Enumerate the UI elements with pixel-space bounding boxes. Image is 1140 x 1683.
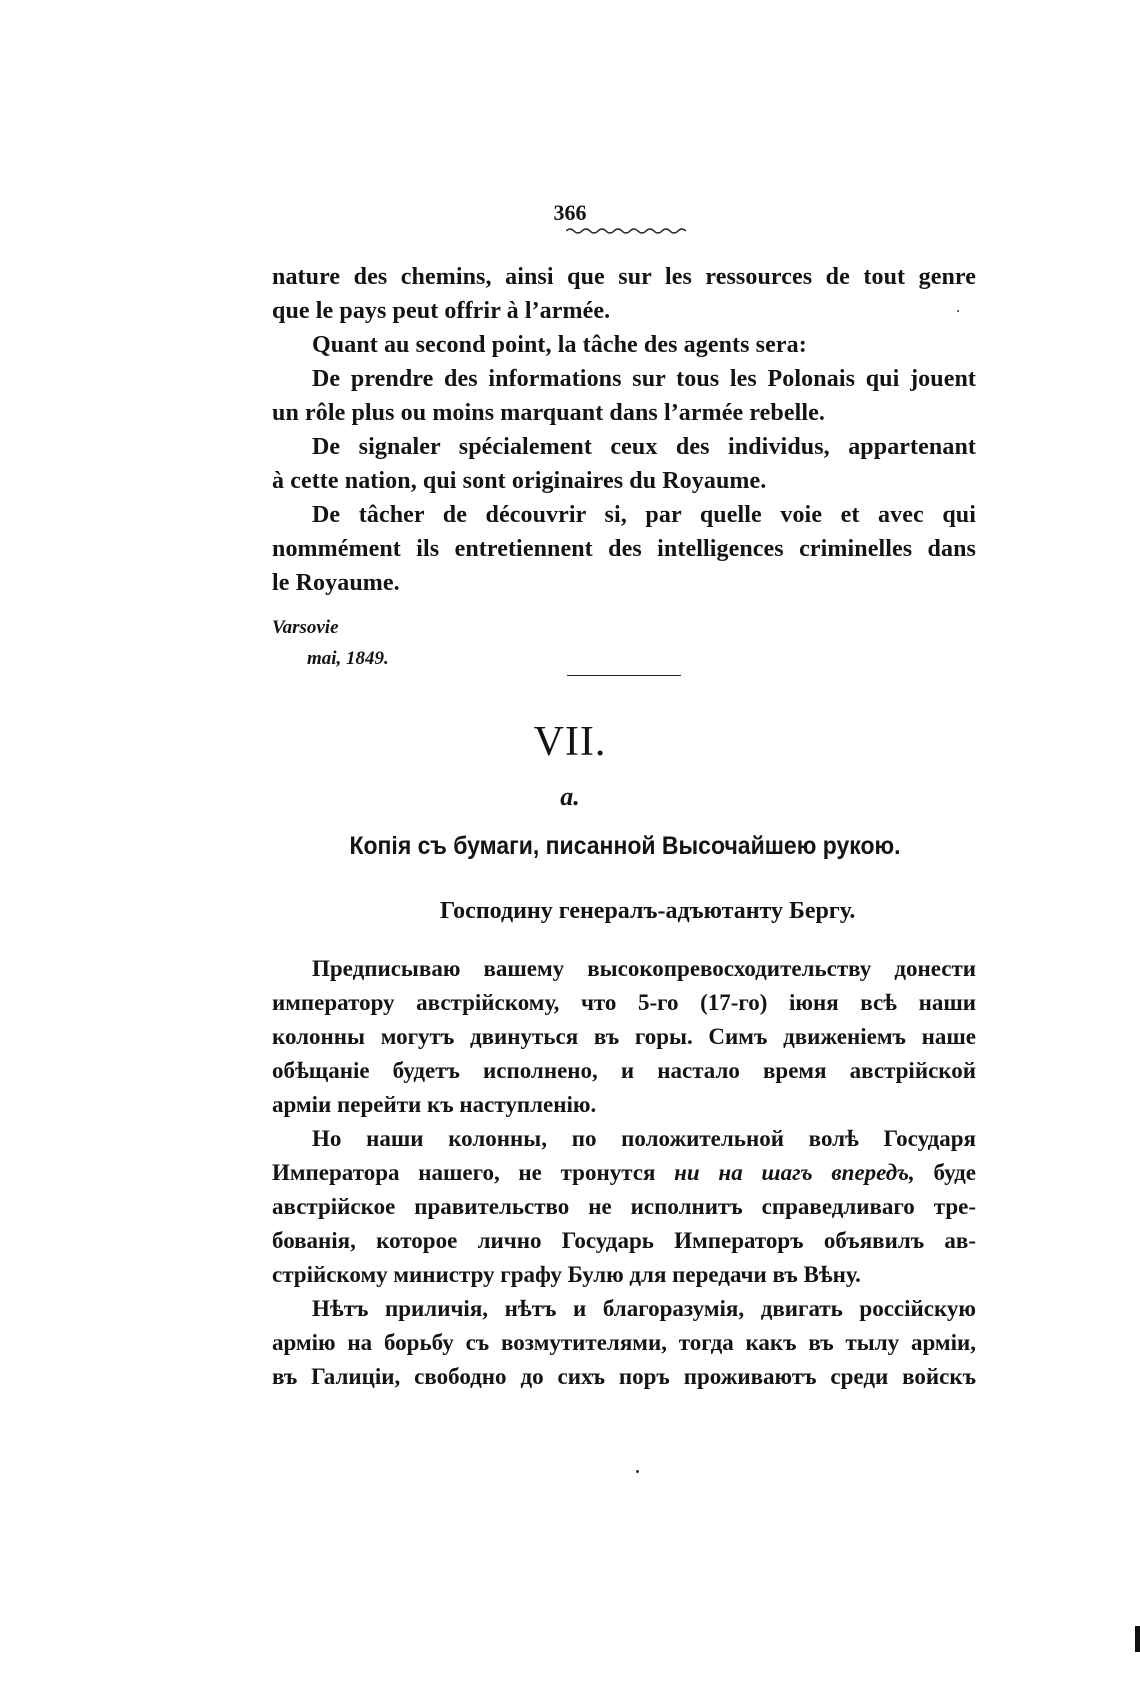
- addressee: Господину генералъ-адъютанту Бергу.: [440, 898, 856, 924]
- text-line: Предписываю вашему высокопревосходительству донести: [312, 956, 976, 981]
- place: Varsovie: [272, 617, 339, 638]
- text-line: обѣщаніе будетъ исполнено, и настало время австрійской: [272, 1058, 976, 1083]
- text-line: колонны могутъ двинуться въ горы. Симъ движеніемъ наше: [272, 1024, 976, 1049]
- section-numeral: VII.: [533, 719, 607, 765]
- page-number: 366: [553, 200, 587, 225]
- text-line: Нѣтъ приличія, нѣтъ и благоразумія, двигать россійскую: [312, 1296, 976, 1321]
- text-line: въ Галиціи, свободно до сихъ поръ проживаютъ среди войскъ: [272, 1364, 976, 1389]
- text-line: императору австрійскому, что 5-го (17-го) іюня всѣ наши: [272, 990, 976, 1015]
- scan-speck: [636, 1470, 639, 1473]
- text-run: буде: [914, 1160, 976, 1185]
- text-line: арміи перейти къ наступленію.: [272, 1092, 597, 1117]
- text-line: De tâcher de découvrir si, par quelle voie et avec qui: [312, 502, 976, 528]
- date: mai, 1849.: [307, 648, 389, 669]
- text-line: бованія, которое лично Государь Императоръ объявилъ ав-: [272, 1228, 976, 1253]
- text-line: армію на борьбу съ возмутителями, тогда какъ въ тылу арміи,: [272, 1330, 976, 1355]
- french-text-block: [272, 260, 976, 600]
- text-line: à cette nation, qui sont originaires du Royaume.: [272, 468, 767, 494]
- scan-edge-mark: [1135, 1626, 1140, 1652]
- place-date: [272, 612, 389, 674]
- text-line: nommément ils entretiennent des intelligences criminelles dans: [272, 536, 976, 562]
- text-line: австрійское правительство не исполнитъ справедливаго тре-: [272, 1194, 976, 1219]
- text-line: que le pays peut offrir à l’armée.: [272, 298, 611, 324]
- text-run: Императора нашего, не тронутся: [272, 1160, 675, 1185]
- text-line: Quant au second point, la tâche des agents sera:: [312, 332, 807, 358]
- text-line: un rôle plus ou moins marquant dans l’armée rebelle.: [272, 400, 826, 426]
- section-divider: [567, 675, 681, 676]
- text-line: De signaler spécialement ceux des individus, appartenant: [312, 434, 976, 460]
- page-number-ornament: [566, 226, 686, 236]
- text-line: nature des chemins, ainsi que sur les ressources de tout genre: [272, 264, 976, 290]
- text-line: De prendre des informations sur tous les Polonais qui jouent: [312, 366, 976, 392]
- text-line: Но наши колонны, по положительной волѣ Государя: [312, 1126, 976, 1151]
- document-heading: Копія съ бумаги, писанной Высочайшею рукою.: [349, 832, 901, 860]
- text-line: стрійскому министру графу Булю для передачи въ Вѣну.: [272, 1262, 861, 1287]
- text-line-mixed: [272, 1156, 976, 1190]
- subsection-letter: a.: [560, 782, 580, 811]
- russian-text-block: [272, 952, 976, 1394]
- italic-emphasis: ни на шагъ впередъ,: [674, 1160, 915, 1185]
- text-line: le Royaume.: [272, 570, 400, 596]
- scan-speck: [957, 310, 959, 312]
